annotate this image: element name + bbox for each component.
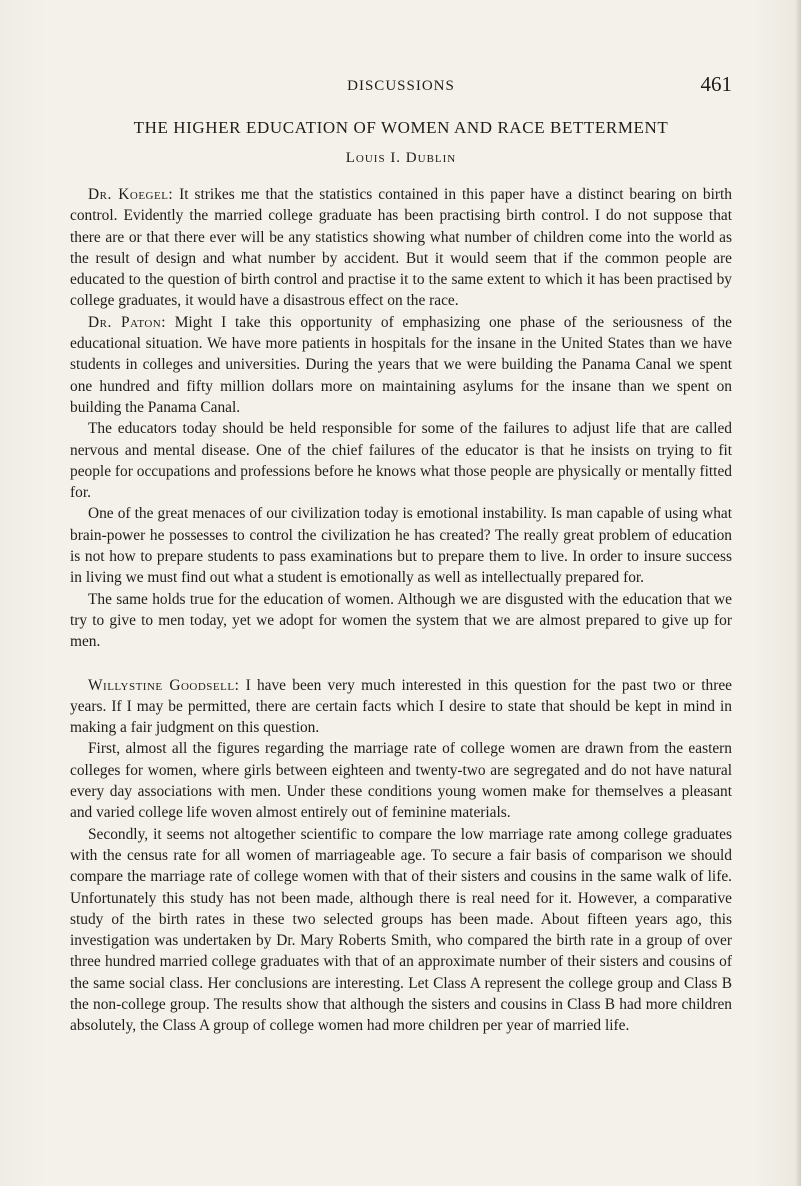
article-title: THE HIGHER EDUCATION OF WOMEN AND RACE BETTERMENT [133,118,669,137]
paragraph-text: Might I take this opportunity of emphasizing one phase of the seriousness of the educational situation. We have more patients in hospitals for the insane in the United States than we have students in colleges and universities. During the years that we were building the Panama Canal we spent one hundred and fifty million dollars more on maintaining asylums for the insane than we spent on building the Panama Canal. [70,313,732,416]
paragraph-text: One of the great menaces of our civilization today is emotional instability. Is man capable of using what brain-power he possesses to control the civilization he has created? The really great problem of education is not how to prepare students to pass examinations but to prepare them to live. In order to insure success in living we must find out what a student is emotionally as well as intellectually prepared for. [70,505,732,587]
page-edge-shadow [795,0,801,1186]
paragraph-goodsell [70,675,732,739]
paragraph-text: The same holds true for the education of women. Although we are disgusted with the education that we try to give to men today, yet we adopt for women the system that we are almost prepared to give up for men. [70,590,732,651]
paragraph [70,738,732,823]
paragraph [70,824,732,1037]
page-number: 461 [700,72,732,96]
paragraph-paton [70,312,732,418]
paragraph-text: First, almost all the figures regarding the marriage rate of college women are drawn from the eastern colleges for women, where girls between eighteen and twenty-two are segregated and do not have natural every day associations with men. Under these conditions young women make for themselves a pleasant and varied college life woven almost entirely out of feminine materials. [70,740,732,822]
paragraph-koegel [70,184,732,312]
paragraph-text: It strikes me that the statistics contained in this paper have a distinct bearing on birth control. Evidently the married college graduate has been practising birth control. I do not suppose that there are or that there ever will be any statistics showing what number of children come into the world as the result of design and what number by accident. But it would seem that if the common people are educated to the question of birth control and practise it to the same extent to which it has been practised by college graduates, it would have a disastrous effect on the race. [70,186,732,310]
paragraph-text: The educators today should be held responsible for some of the failures to adjust life that are called nervous and mental disease. One of the chief failures of the educator is that he insists on trying to fit people for occupations and professions before he knows what those people are physically or mentally fitted for. [70,420,732,502]
running-head: DISCUSSIONS [347,78,455,94]
article-body [70,184,732,1037]
page-header [70,72,732,102]
speaker-name: Dr. Koegel: [88,186,174,203]
paragraph-text: I have been very much interested in this question for the past two or three years. If I may be permitted, there are certain facts which I desire to state that should be kept in mind in making a fair judgment on this question. [70,676,732,737]
speaker-name: Dr. Paton: [88,313,167,331]
paragraph-text: Secondly, it seems not altogether scientific to compare the low marriage rate among college graduates with the census rate for all women of marriageable age. To secure a fair basis of comparison we should compare the marriage rate of college women with that of their sisters and cousins in the same walk of life. Unfortunately this study has not been made, although there is real need for it. However, a comparative study of the birth rates in these two selected groups has been made. About fifteen years ago, this investigation was undertaken by Dr. Mary Roberts Smith, who compared the birth rate in a group of over three hundred married college graduates with that of an approximate number of their sisters and cousins of the same social class. Her conclusions are interesting. Let Class A represent the college group and Class B the non-college group. The results show that although the sisters and cousins in Class B had more children absolutely, the Class A group of college women had more children per year of married life. [70,825,732,1035]
speaker-name: Willystine Goodsell: [88,676,240,694]
paragraph [70,589,732,653]
paragraph [70,418,732,503]
article-author: Louis I. Dublin [345,150,457,166]
paragraph [70,503,732,588]
